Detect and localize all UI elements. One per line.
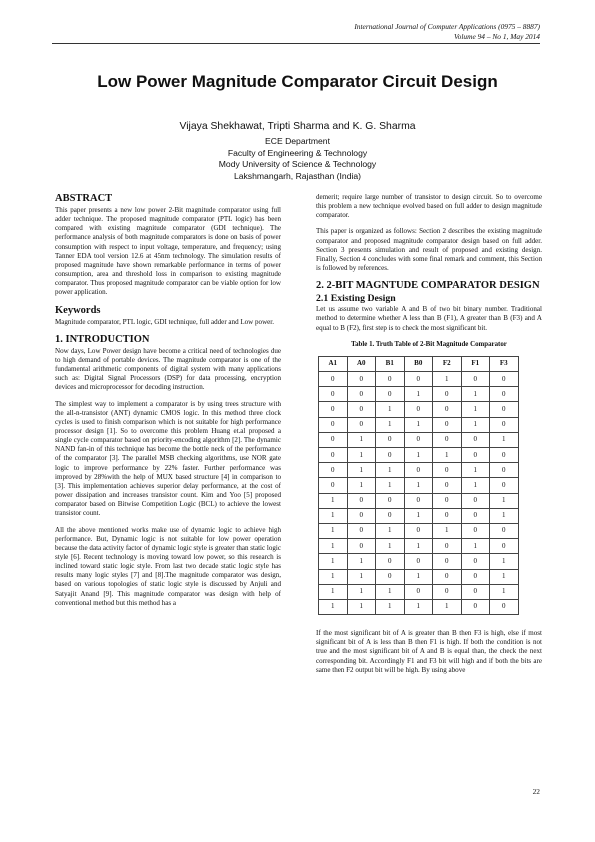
- table-cell: 0: [461, 372, 490, 387]
- table-cell: 1: [404, 448, 433, 463]
- table-cell: 0: [433, 417, 462, 432]
- table-cell: 1: [433, 599, 462, 614]
- table-row: [319, 478, 519, 493]
- table-cell: 0: [376, 508, 405, 523]
- table-cell: 1: [347, 599, 376, 614]
- header-rule: [52, 43, 540, 44]
- table-header-row: [319, 356, 519, 371]
- table-body: [319, 372, 519, 615]
- table-cell: 0: [376, 448, 405, 463]
- table-cell: 1: [433, 448, 462, 463]
- table-cell: 0: [433, 584, 462, 599]
- table-cell: 1: [461, 417, 490, 432]
- subsection-heading: 2.1 Existing Design: [316, 293, 396, 305]
- table-cell: 0: [347, 539, 376, 554]
- table-row: [319, 387, 519, 402]
- table-cell: 0: [347, 372, 376, 387]
- table-cell: 0: [376, 569, 405, 584]
- table-cell: 0: [461, 554, 490, 569]
- table-cell: 1: [490, 432, 519, 447]
- table-cell: 1: [376, 417, 405, 432]
- table-row: [319, 493, 519, 508]
- table-cell: 1: [319, 508, 348, 523]
- paper-title: Low Power Magnitude Comparator Circuit Design: [97, 72, 498, 91]
- table-cell: 1: [376, 539, 405, 554]
- table-caption: Table 1. Truth Table of 2-Bit Magnitude Comparator: [351, 340, 507, 348]
- table-cell: 0: [461, 599, 490, 614]
- table-cell: 0: [376, 387, 405, 402]
- table-header-cell: B1: [376, 356, 405, 371]
- table-cell: 1: [347, 463, 376, 478]
- table-row: [319, 448, 519, 463]
- table-cell: 0: [319, 463, 348, 478]
- table-cell: 0: [404, 402, 433, 417]
- table-cell: 0: [461, 448, 490, 463]
- left-column: [55, 193, 281, 615]
- table-cell: 1: [376, 463, 405, 478]
- table-cell: 0: [490, 372, 519, 387]
- intro-paragraph: Now days, Low Power design have become a critical need of technologies due to high demand of portable devices. The magnitude comparator is one of the fundamental arithmetic components of digital system with many applications such as: Digital Signal Processors (DSP) for data processing, encryption devices and microprocessor for decoding instruction.: [55, 346, 281, 392]
- table-row: [319, 372, 519, 387]
- table-cell: 0: [404, 523, 433, 538]
- table-cell: 0: [404, 554, 433, 569]
- table-row: [319, 417, 519, 432]
- abstract-text: This paper presents a new low power 2-Bit magnitude comparator using full adder technique. The proposed magnitude comparator (PTL logic) has been compared with existing magnitude comparator (GDI technique). The performance analysis of both magnitude comparators is done on basis of power consumption with respect to input voltage, temperature, and frequency; using Tanner EDA tool version 12.6 at 45nm technology. The simulation results of proposed magnitude have shown remarkable performance in terms of power consumption, area and threshold loss in comparison to existing magnitude comparator. Thus proposed magnitude comparator can be viable option for low power application.: [55, 206, 281, 297]
- table-row: [319, 463, 519, 478]
- running-header: [354, 22, 540, 42]
- table-cell: 0: [433, 387, 462, 402]
- affiliation-line: Lakshmangarh, Rajasthan (India): [233, 170, 362, 181]
- table-cell: 0: [404, 432, 433, 447]
- table-cell: 0: [347, 508, 376, 523]
- table-row: [319, 402, 519, 417]
- table-cell: 1: [376, 478, 405, 493]
- table-cell: 0: [461, 493, 490, 508]
- table-cell: 1: [490, 584, 519, 599]
- table-cell: 0: [490, 387, 519, 402]
- table-cell: 0: [319, 372, 348, 387]
- table-cell: 0: [461, 523, 490, 538]
- table-cell: 0: [433, 508, 462, 523]
- table-cell: 0: [376, 493, 405, 508]
- table-cell: 1: [347, 584, 376, 599]
- table-cell: 0: [319, 402, 348, 417]
- table-cell: 0: [319, 448, 348, 463]
- table-cell: 0: [433, 554, 462, 569]
- journal-name: International Journal of Computer Applications (0975 – 8887): [354, 22, 540, 31]
- table-header-cell: A1: [319, 356, 348, 371]
- table-cell: 0: [433, 463, 462, 478]
- keywords-text: Magnitude comparator, PTL logic, GDI technique, full adder and Low power.: [55, 317, 275, 326]
- table-cell: 0: [433, 539, 462, 554]
- intro-paragraph: demerit; require large number of transistor to design circuit. So to overcome this problem a new technique evolved based on full adder to design magnitude comparator.: [316, 193, 542, 220]
- paper-authors: Vijaya Shekhawat, Tripti Sharma and K. G. Sharma: [179, 121, 416, 132]
- table-cell: 0: [376, 372, 405, 387]
- affiliation-line: Mody University of Science & Technology: [218, 159, 377, 170]
- table-cell: 1: [404, 599, 433, 614]
- table-cell: 1: [347, 554, 376, 569]
- table-cell: 0: [490, 478, 519, 493]
- right-column: [316, 193, 542, 682]
- affiliation-line: ECE Department: [265, 136, 330, 146]
- table-cell: 1: [404, 539, 433, 554]
- table-cell: 1: [319, 569, 348, 584]
- table-cell: 1: [319, 493, 348, 508]
- table-cell: 1: [404, 387, 433, 402]
- table-cell: 0: [433, 432, 462, 447]
- table-cell: 0: [347, 493, 376, 508]
- table-cell: 1: [347, 432, 376, 447]
- table-row: [319, 569, 519, 584]
- truth-table: [318, 356, 519, 615]
- table-cell: 0: [319, 432, 348, 447]
- affiliation: [0, 136, 595, 182]
- section-2-paragraph: If the most significant bit of A is greater than B then F3 is high, else if most significant bit of A is less than B then F1 is high. If both the condition is not true and the most significant bit of A and B is equal than, the check the next corresponding bit. Accordingly F1 and F3 bit will high and if both the bits are same then F2 output bit will be high. By using above: [316, 629, 542, 674]
- table-cell: 0: [319, 387, 348, 402]
- table-cell: 0: [347, 417, 376, 432]
- page-number: 22: [532, 787, 540, 796]
- table-cell: 1: [347, 569, 376, 584]
- table-cell: 1: [433, 523, 462, 538]
- table-header-cell: F3: [490, 356, 519, 371]
- table-cell: 1: [404, 569, 433, 584]
- table-row: [319, 584, 519, 599]
- table-cell: 0: [404, 372, 433, 387]
- table-cell: 1: [461, 478, 490, 493]
- table-cell: 1: [319, 584, 348, 599]
- table-cell: 0: [433, 478, 462, 493]
- intro-paragraph: The simplest way to implement a comparator is by using trees structure with the all-n-transistor (ANT) dynamic CMOS logic. In this method three clock cycles is used to finish comparison which is not suitable for high performance processor design [1]. So to overcome this problem Huang et.al proposed a single cycle comparator based on priority-encoding algorithm [2]. The dynamic NAND fan-in of this technique has become the bottle neck of the performance of the comparator [3]. The parallel MSB checking algorithms, use NOR gate logic to improve performance by 22% faster. Further performance was improved by 28%with the help of MUX based structure [4] in comparison to [3]. This implementation achieves superior delay performance, at the cost of power dissipation and increases transistor count. Kim and Yoo [5] proposed comparator based on Bitwise Competition Logic (BCL) to achieve the lowest transistor count.: [55, 399, 281, 518]
- table-cell: 1: [404, 508, 433, 523]
- journal-volume: Volume 94 – No 1, May 2014: [453, 32, 540, 41]
- table-cell: 0: [319, 417, 348, 432]
- table-cell: 0: [461, 584, 490, 599]
- table-cell: 1: [376, 599, 405, 614]
- intro-paragraph: All the above mentioned works make use of dynamic logic to achieve high performance. But, Dynamic logic is not suitable for low power operation because the data activity factor of dynamic logic style is greater than static logic style [6]. Recent technology is moving toward low power, so this research is inclined toward static logic style. From last two decade static logic style has results many logic styles [7] and [8].The magnitude comparator was design, based on various topologies of static logic style is discussed by Anjuli and Satyajit Anand [9]. This magnitude comparator was design with help of conventional method but this method has a: [55, 525, 281, 607]
- table-cell: 0: [376, 554, 405, 569]
- table-cell: 0: [433, 493, 462, 508]
- table-row: [319, 508, 519, 523]
- table-cell: 0: [404, 493, 433, 508]
- table-header-cell: A0: [347, 356, 376, 371]
- table-cell: 1: [319, 539, 348, 554]
- table-cell: 1: [461, 463, 490, 478]
- intro-paragraph: This paper is organized as follows: Section 2 describes the existing magnitude comparator and proposed magnitude comparator design based on full adder. Section 3 presents simulation and result of proposed and existing design. Finally, Section 4 concludes with some final remark and comment, this Section is followed by references.: [316, 227, 542, 273]
- table-header-cell: F2: [433, 356, 462, 371]
- table-cell: 0: [490, 539, 519, 554]
- table-cell: 0: [461, 508, 490, 523]
- table-cell: 0: [461, 569, 490, 584]
- table-cell: 1: [433, 372, 462, 387]
- table-cell: 0: [404, 584, 433, 599]
- table-cell: 1: [461, 387, 490, 402]
- table-header-cell: B0: [404, 356, 433, 371]
- table-cell: 0: [347, 387, 376, 402]
- keywords-heading: Keywords: [55, 304, 101, 316]
- table-row: [319, 599, 519, 614]
- section-2-paragraph: Let us assume two variable A and B of two bit binary number. Traditional method to determine whether A less than B (F1), A greater than B (F3) and A equal to B (F2), first step is to check the most significant bit.: [316, 305, 542, 332]
- section-2-heading: 2. 2-BIT MAGNTUDE COMPARATOR DESIGN: [316, 280, 540, 292]
- table-cell: 1: [376, 584, 405, 599]
- table-row: [319, 554, 519, 569]
- table-cell: 0: [376, 432, 405, 447]
- table-cell: 0: [404, 463, 433, 478]
- table-cell: 1: [376, 523, 405, 538]
- table-cell: 0: [490, 599, 519, 614]
- table-cell: 0: [490, 448, 519, 463]
- affiliation-line: Faculty of Engineering & Technology: [227, 147, 368, 158]
- table-cell: 1: [490, 508, 519, 523]
- table-cell: 1: [461, 539, 490, 554]
- table-row: [319, 539, 519, 554]
- table-cell: 1: [319, 554, 348, 569]
- table-cell: 0: [490, 402, 519, 417]
- table-cell: 1: [404, 417, 433, 432]
- table-cell: 1: [490, 554, 519, 569]
- table-cell: 0: [433, 569, 462, 584]
- table-cell: 0: [319, 478, 348, 493]
- table-cell: 1: [319, 523, 348, 538]
- table-row: [319, 523, 519, 538]
- table-cell: 0: [490, 417, 519, 432]
- table-cell: 1: [376, 402, 405, 417]
- table-cell: 0: [347, 523, 376, 538]
- table-cell: 0: [433, 402, 462, 417]
- table-cell: 0: [490, 523, 519, 538]
- table-cell: 1: [347, 478, 376, 493]
- table-cell: 0: [461, 432, 490, 447]
- table-row: [319, 432, 519, 447]
- table-cell: 1: [319, 599, 348, 614]
- table-header-cell: F1: [461, 356, 490, 371]
- table-cell: 0: [347, 402, 376, 417]
- introduction-heading: 1. INTRODUCTION: [55, 333, 150, 345]
- table-cell: 1: [347, 448, 376, 463]
- table-cell: 1: [490, 569, 519, 584]
- table-cell: 1: [490, 493, 519, 508]
- table-cell: 1: [404, 478, 433, 493]
- table-cell: 0: [490, 463, 519, 478]
- table-cell: 1: [461, 402, 490, 417]
- abstract-heading: ABSTRACT: [55, 193, 113, 204]
